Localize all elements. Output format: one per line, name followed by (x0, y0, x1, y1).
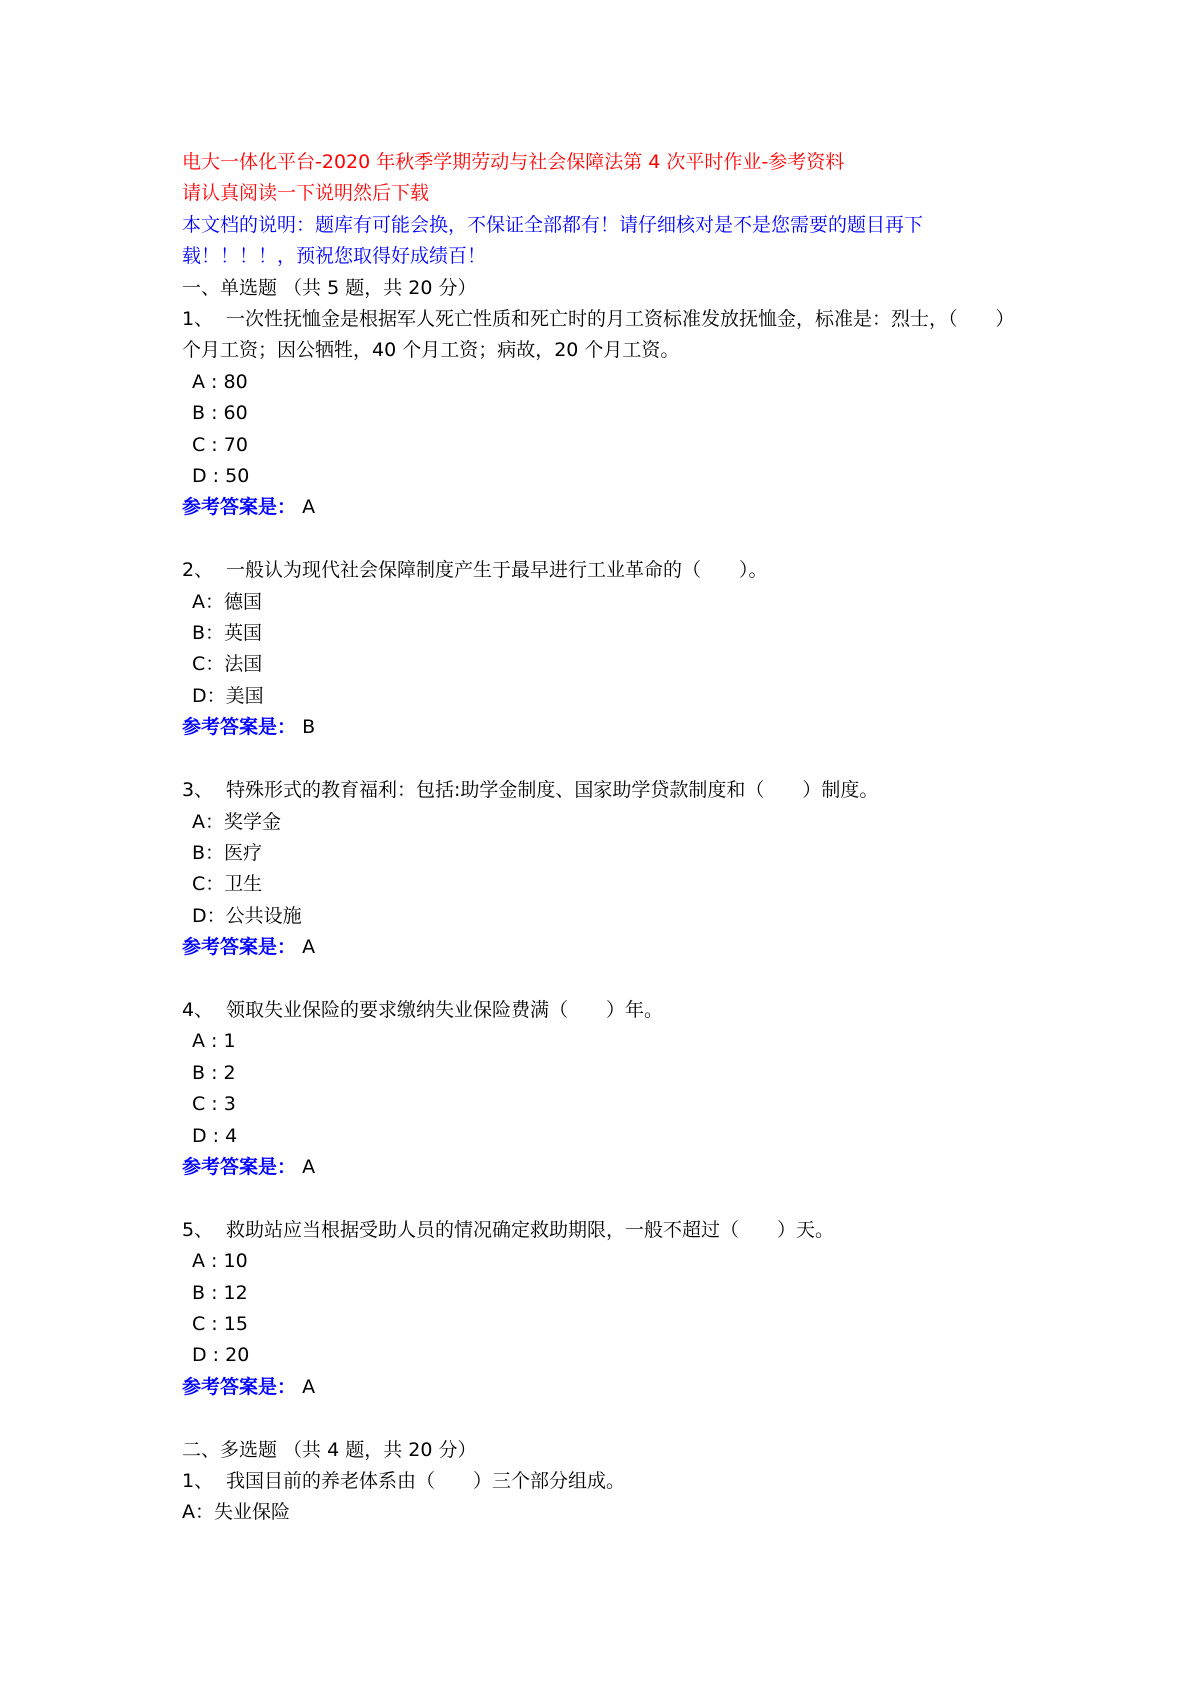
answer-label: 参考答案是： (182, 1155, 297, 1178)
option-d: D：公共设施 (192, 904, 302, 927)
option-b: B：英国 (192, 622, 263, 645)
answer-value: A (302, 936, 316, 959)
spacer (182, 1183, 1022, 1214)
answer-value: A (302, 1375, 316, 1398)
spacer (182, 744, 1022, 775)
question-stem: 一般认为现代社会保障制度产生于最早进行工业革命的（ ）。 (226, 559, 768, 582)
question-number: 5、 (182, 1218, 214, 1241)
question-number: 4、 (182, 998, 214, 1021)
question-stem: 一次性抚恤金是根据军人死亡性质和死亡时的月工资标准发放抚恤金，标准是：烈士，（ ）个月工资；因公牺牲，40 个月工资；病故，20 个月工资。 (182, 308, 1015, 362)
option-b: B : 2 (192, 1061, 236, 1084)
answer-label: 参考答案是： (182, 716, 297, 739)
option-d: D：美国 (192, 684, 264, 707)
question-text (182, 555, 1022, 586)
question-stem: 我国目前的养老体系由（ ）三个部分组成。 (226, 1469, 626, 1492)
question-stem: 领取失业保险的要求缴纳失业保险费满（ ）年。 (226, 998, 664, 1021)
answer-line (182, 712, 1022, 743)
question-stem: 特殊形式的教育福利：包括:助学金制度、国家助学贷款制度和（ ）制度。 (226, 779, 879, 802)
option-d: D : 20 (192, 1344, 250, 1367)
question-text (182, 304, 1022, 367)
option-b: B：医疗 (192, 841, 263, 864)
section-heading-multiple-choice: 二、多选题 （共 4 题，共 20 分） (182, 1438, 477, 1461)
question-block (182, 555, 1022, 743)
answer-line (182, 1152, 1022, 1183)
answer-label: 参考答案是： (182, 1375, 297, 1398)
question-number: 3、 (182, 779, 214, 802)
option-b: B : 60 (192, 402, 248, 425)
question-text (182, 1215, 1022, 1246)
document-page (182, 147, 1022, 1529)
option-c: C : 3 (192, 1093, 236, 1116)
option-d: D : 50 (192, 465, 250, 488)
option-a: A：德国 (192, 590, 262, 613)
question-number: 1、 (182, 1469, 214, 1492)
question-number: 2、 (182, 559, 214, 582)
option-c: C : 70 (192, 433, 248, 456)
option-c: C：法国 (192, 653, 263, 676)
spacer (182, 964, 1022, 995)
option-a: A : 10 (192, 1250, 248, 1273)
answer-line (182, 492, 1022, 523)
spacer (182, 524, 1022, 555)
option-c: C : 15 (192, 1312, 248, 1335)
option-a: A：失业保险 (182, 1501, 290, 1524)
option-d: D : 4 (192, 1124, 238, 1147)
answer-line (182, 1372, 1022, 1403)
answer-value: A (302, 496, 316, 519)
question-block (182, 304, 1022, 524)
question-block (182, 775, 1022, 963)
option-b: B : 12 (192, 1281, 248, 1304)
answer-label: 参考答案是： (182, 496, 297, 519)
question-block (182, 1466, 1022, 1529)
question-block (182, 995, 1022, 1183)
question-block (182, 1215, 1022, 1403)
option-a: A：奖学金 (192, 810, 281, 833)
answer-value: A (302, 1155, 316, 1178)
section-heading-single-choice: 一、单选题 （共 5 题，共 20 分） (182, 276, 477, 299)
answer-line (182, 932, 1022, 963)
answer-label: 参考答案是： (182, 936, 297, 959)
spacer (182, 1403, 1022, 1434)
download-notice: 请认真阅读一下说明然后下载 (182, 182, 430, 205)
question-number: 1、 (182, 308, 214, 331)
answer-value: B (302, 716, 316, 739)
question-text (182, 775, 1022, 806)
option-a: A : 80 (192, 370, 248, 393)
question-text (182, 1466, 1022, 1497)
option-a: A : 1 (192, 1030, 236, 1053)
option-c: C：卫生 (192, 873, 263, 896)
question-stem: 救助站应当根据受助人员的情况确定救助期限，一般不超过（ ）天。 (226, 1218, 835, 1241)
document-description: 本文档的说明：题库有可能会换，不保证全部都有！请仔细核对是不是您需要的题目再下载！！！！，预祝您取得好成绩百！ (182, 213, 924, 268)
question-text (182, 995, 1022, 1026)
document-title: 电大一体化平台-2020 年秋季学期劳动与社会保障法第 4 次平时作业-参考资料 (182, 151, 845, 173)
